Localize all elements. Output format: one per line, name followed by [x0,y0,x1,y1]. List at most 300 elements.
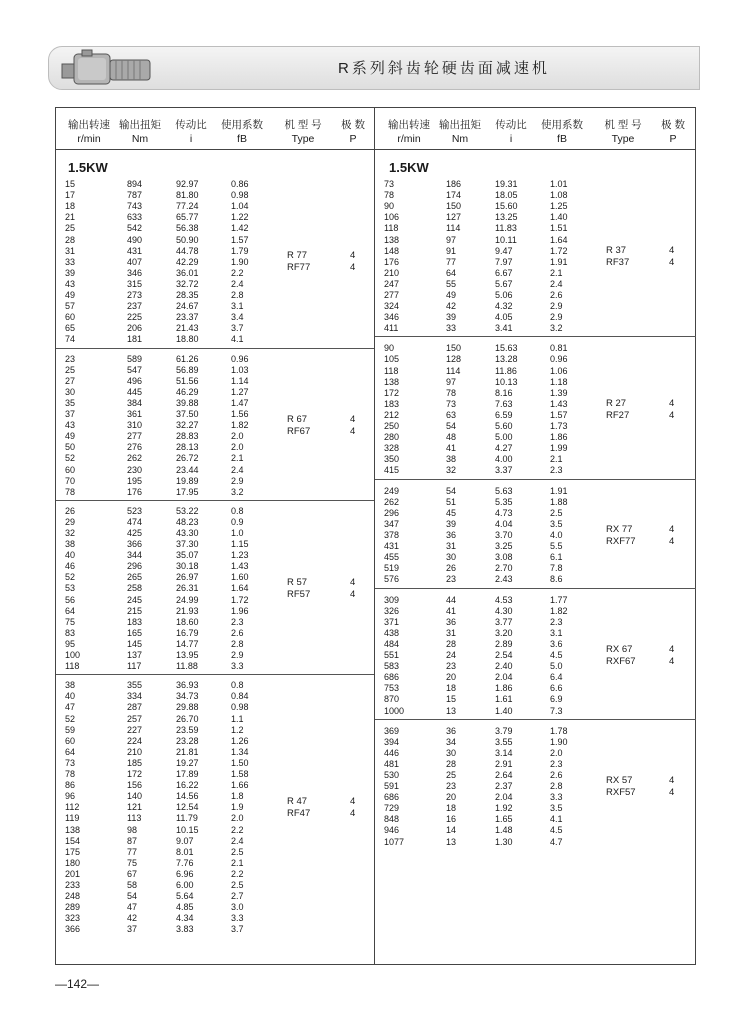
cell-service-factor: 2.0 [550,747,563,758]
cell-ratio: 36.01 [176,267,199,278]
cell-speed: 309 [384,594,400,605]
cell-ratio: 23.59 [176,724,199,735]
model-type: R 27 [606,397,627,409]
cell-ratio: 23.37 [176,312,199,323]
cell-ratio: 3.83 [176,924,194,935]
cell-torque: 54 [446,485,457,496]
cell-speed: 49 [65,290,76,300]
cell-ratio: 5.35 [495,496,513,507]
cell-ratio: 2.04 [495,792,513,803]
cell-torque: 45 [446,507,457,518]
cell-speed: 78 [65,769,76,780]
cell-speed: 90 [384,343,395,354]
cell-torque: 91 [446,245,457,256]
cell-service-factor: 7.3 [550,705,563,716]
cell-torque: 73 [446,398,457,409]
cell-ratio: 81.80 [176,190,199,201]
cell-speed: 172 [384,387,400,398]
group-separator [375,588,696,589]
cell-torque: 20 [446,792,457,803]
cell-speed: 32 [65,527,76,538]
cell-service-factor: 3.2 [231,486,244,497]
cell-service-factor: 1.18 [550,376,568,387]
cell-ratio: 35.07 [176,550,199,561]
cell-ratio: 15.60 [495,201,518,212]
cell-service-factor: 3.4 [231,312,244,323]
cell-service-factor: 1.99 [550,443,568,454]
cell-service-factor: 1.72 [550,245,568,256]
cell-speed: 64 [65,746,76,757]
cell-torque: 176 [127,486,143,497]
cell-torque: 18 [446,803,457,814]
cell-service-factor: 0.8 [231,680,244,691]
cell-service-factor: 3.5 [550,518,563,529]
cell-speed: 180 [65,857,81,868]
cell-ratio: 11.79 [176,813,198,824]
cell-speed: 23 [65,353,76,364]
cell-ratio: 11.86 [495,365,517,376]
cell-torque: 346 [127,267,143,278]
cell-ratio: 14.56 [176,791,199,802]
cell-ratio: 19.89 [176,475,199,486]
cell-ratio: 19.31 [495,179,518,189]
cell-speed: 247 [384,278,400,289]
cell-service-factor: 2.9 [550,312,563,323]
cell-torque: 98 [127,824,138,835]
group-separator [375,336,696,337]
cell-service-factor: 5.0 [550,661,563,672]
cell-ratio: 1.92 [495,803,513,814]
cell-service-factor: 1.91 [550,485,568,496]
cell-ratio: 46.29 [176,386,199,397]
cell-speed: 60 [65,735,76,746]
header-poles-unit: P [349,133,357,145]
cell-speed: 53 [65,583,76,594]
cell-ratio: 19.27 [176,757,199,768]
cell-service-factor: 1.90 [231,256,249,267]
cell-ratio: 6.00 [176,880,194,891]
cell-service-factor: 4.0 [550,529,563,540]
cell-speed: 326 [384,605,400,616]
cell-speed: 729 [384,803,400,814]
cell-torque: 542 [127,223,143,234]
cell-ratio: 5.60 [495,421,513,432]
cell-speed: 29 [65,516,76,527]
cell-torque: 30 [446,747,457,758]
cell-ratio: 8.01 [176,846,194,857]
page-number: —142— [55,977,100,991]
cell-speed: 25 [65,223,76,234]
cell-torque: 18 [446,683,457,694]
cell-ratio: 7.97 [495,256,513,267]
cell-service-factor: 2.6 [550,290,563,300]
cell-service-factor: 2.1 [231,453,244,464]
cell-speed: 40 [65,691,76,702]
header-poles-unit: P [669,133,677,145]
model-type: RF27 [606,409,630,421]
cell-torque: 55 [446,278,457,289]
cell-speed: 75 [65,616,76,627]
cell-torque: 787 [127,190,143,201]
cell-ratio: 3.79 [495,725,513,736]
cell-service-factor: 1.73 [550,421,568,432]
cell-speed: 328 [384,443,400,454]
cell-service-factor: 1.64 [231,583,249,594]
cell-ratio: 26.97 [176,572,199,583]
pole-count: 4 [350,413,356,425]
cell-speed: 530 [384,769,400,780]
pole-count: 4 [669,655,675,667]
cell-torque: 15 [446,694,457,705]
cell-service-factor: 1.57 [231,234,249,245]
cell-speed: 210 [384,267,400,278]
cell-speed: 43 [65,420,76,431]
model-type: RF67 [287,425,311,437]
cell-torque: 215 [127,605,143,616]
cell-ratio: 51.56 [176,375,199,386]
header-service-factor: 使用系数 [221,119,263,131]
cell-torque: 41 [446,605,457,616]
cell-speed: 74 [65,334,76,345]
pole-count: 4 [669,409,675,421]
cell-torque: 366 [127,539,143,550]
cell-ratio: 5.64 [176,891,194,902]
cell-torque: 633 [127,212,143,223]
cell-service-factor: 3.6 [550,638,563,649]
cell-ratio: 1.86 [495,683,513,694]
cell-speed: 176 [384,256,400,267]
cell-speed: 484 [384,638,400,649]
cell-service-factor: 3.1 [550,627,563,638]
pole-count: 4 [350,262,356,274]
cell-ratio: 1.48 [495,825,513,836]
cell-ratio: 6.96 [176,868,194,879]
header-ratio: 传动比 [495,119,527,131]
cell-torque: 894 [127,179,143,189]
cell-service-factor: 2.1 [550,454,563,465]
cell-service-factor: 2.3 [550,616,563,627]
cell-service-factor: 3.3 [231,913,244,924]
cell-ratio: 32.72 [176,278,199,289]
cell-service-factor: 4.1 [550,814,563,825]
cell-service-factor: 2.7 [231,891,244,902]
cell-ratio: 43.30 [176,527,199,538]
cell-ratio: 1.61 [495,694,513,705]
cell-speed: 1077 [384,836,405,847]
cell-torque: 245 [127,594,143,605]
cell-ratio: 23.28 [176,735,199,746]
cell-ratio: 4.30 [495,605,513,616]
cell-service-factor: 1.82 [231,420,249,431]
cell-torque: 36 [446,725,457,736]
cell-speed: 105 [384,354,400,365]
header-torque: 输出扭矩 [119,119,161,131]
cell-ratio: 9.07 [176,835,194,846]
cell-torque: 67 [127,868,138,879]
cell-speed: 40 [65,550,76,561]
cell-service-factor: 3.2 [550,323,563,334]
cell-service-factor: 2.0 [231,813,244,824]
cell-speed: 90 [384,201,395,212]
cell-speed: 686 [384,792,400,803]
cell-torque: 262 [127,453,143,464]
cell-torque: 361 [127,409,143,419]
cell-speed: 212 [384,409,400,420]
cell-service-factor: 1.27 [231,386,249,397]
cell-torque: 296 [127,561,143,572]
cell-speed: 183 [384,398,400,409]
cell-torque: 31 [446,541,457,552]
cell-service-factor: 1.90 [550,736,568,747]
cell-ratio: 29.88 [176,702,199,713]
cell-speed: 49 [65,431,76,442]
cell-speed: 106 [384,212,400,223]
cell-torque: 145 [127,638,143,649]
model-type: R 57 [287,577,308,589]
center-divider [374,108,375,964]
cell-speed: 366 [65,924,81,935]
cell-ratio: 3.37 [495,465,513,476]
cell-service-factor: 1.0 [231,527,244,538]
cell-torque: 547 [127,364,143,375]
cell-service-factor: 4.7 [550,836,563,847]
cell-ratio: 1.30 [495,836,513,847]
cell-ratio: 21.81 [176,746,199,757]
cell-ratio: 61.26 [176,353,199,364]
header-service-factor-unit: fB [557,133,567,145]
cell-torque: 23 [446,661,457,672]
cell-torque: 257 [127,713,143,724]
cell-ratio: 10.13 [495,376,518,387]
cell-torque: 431 [127,245,143,256]
pole-count: 4 [350,589,356,601]
cell-speed: 250 [384,421,400,432]
cell-torque: 23 [446,781,457,792]
cell-ratio: 37.50 [176,409,199,419]
cell-service-factor: 6.1 [550,552,563,563]
cell-ratio: 3.55 [495,736,513,747]
cell-service-factor: 2.6 [231,627,244,638]
pole-count: 4 [669,244,675,256]
cell-service-factor: 1.86 [550,432,568,443]
cell-ratio: 26.72 [176,453,199,464]
cell-torque: 137 [127,650,143,661]
header-type: 机 型 号 [284,119,322,131]
cell-ratio: 4.05 [495,312,513,323]
cell-speed: 21 [65,212,76,223]
cell-torque: 174 [446,190,462,201]
cell-torque: 210 [127,746,143,757]
cell-speed: 415 [384,465,400,476]
cell-torque: 58 [127,880,138,891]
cell-ratio: 65.77 [176,212,199,223]
cell-torque: 114 [446,365,461,376]
cell-ratio: 39.88 [176,397,199,408]
cell-speed: 277 [384,290,400,300]
page-title: R系列斜齿轮硬齿面减速机 [338,60,550,77]
cell-speed: 47 [65,702,76,713]
header-underline [56,149,695,150]
pole-count: 4 [669,256,675,268]
cell-speed: 154 [65,835,81,846]
cell-ratio: 32.27 [176,420,199,431]
cell-torque: 117 [127,661,142,672]
cell-service-factor: 1.22 [231,212,249,223]
cell-speed: 1000 [384,705,405,716]
cell-torque: 37 [127,924,138,935]
cell-ratio: 44.78 [176,245,199,256]
cell-speed: 35 [65,397,76,408]
cell-ratio: 56.38 [176,223,199,234]
cell-torque: 24 [446,650,457,660]
cell-ratio: 48.23 [176,516,199,527]
cell-torque: 445 [127,386,143,397]
cell-speed: 28 [65,234,76,245]
cell-ratio: 2.37 [495,781,513,792]
cell-service-factor: 3.7 [231,924,244,935]
cell-ratio: 7.63 [495,398,513,409]
cell-service-factor: 2.4 [231,278,244,289]
cell-torque: 36 [446,529,457,540]
cell-torque: 315 [127,278,143,289]
cell-torque: 38 [446,454,457,465]
cell-torque: 277 [127,431,143,442]
cell-ratio: 4.73 [495,507,513,518]
cell-ratio: 56.89 [176,364,199,375]
cell-service-factor: 2.4 [231,464,244,475]
cell-torque: 48 [446,432,457,443]
cell-torque: 77 [446,256,457,267]
cell-ratio: 4.00 [495,454,513,465]
cell-ratio: 3.25 [495,541,513,552]
cell-service-factor: 0.96 [550,354,568,365]
header-speed-unit: r/min [77,133,101,145]
cell-speed: 39 [65,267,76,278]
cell-torque: 47 [127,902,138,913]
cell-ratio: 24.67 [176,301,199,312]
cell-service-factor: 1.78 [550,725,568,736]
cell-ratio: 5.00 [495,432,513,443]
cell-service-factor: 1.9 [231,802,244,813]
header-type: 机 型 号 [604,119,642,131]
cell-torque: 36 [446,616,457,627]
cell-ratio: 16.22 [176,780,199,791]
cell-service-factor: 1.06 [550,365,568,376]
cell-service-factor: 2.9 [550,301,563,312]
cell-torque: 39 [446,312,457,323]
cell-torque: 75 [127,857,138,868]
cell-speed: 591 [384,781,400,792]
cell-ratio: 26.31 [176,583,199,594]
cell-service-factor: 1.57 [550,409,568,420]
cell-speed: 95 [65,638,76,649]
cell-torque: 23 [446,574,457,585]
cell-service-factor: 1.56 [231,409,249,419]
cell-speed: 25 [65,364,76,375]
cell-service-factor: 6.6 [550,683,563,694]
cell-torque: 355 [127,680,143,691]
group-separator [375,719,696,720]
cell-torque: 425 [127,527,143,538]
header-ratio-unit: i [509,133,513,145]
cell-speed: 73 [65,757,76,768]
cell-ratio: 12.54 [176,802,199,813]
cell-torque: 51 [446,496,457,507]
cell-torque: 523 [127,505,143,516]
power-label: 1.5KW [68,160,108,175]
cell-torque: 185 [127,757,143,768]
cell-torque: 78 [446,387,457,398]
cell-torque: 150 [446,343,462,354]
cell-torque: 265 [127,572,143,583]
cell-torque: 97 [446,234,457,245]
cell-ratio: 28.83 [176,431,199,442]
model-type: RX 57 [606,774,633,786]
cell-torque: 150 [446,201,462,212]
cell-ratio: 8.16 [495,387,513,398]
cell-ratio: 53.22 [176,505,199,516]
pole-count: 4 [350,807,356,819]
cell-ratio: 2.91 [495,758,513,769]
cell-ratio: 9.47 [495,245,513,256]
cell-torque: 114 [446,223,461,234]
cell-ratio: 3.20 [495,627,513,638]
cell-service-factor: 1.60 [231,572,249,583]
cell-service-factor: 0.81 [550,343,568,354]
cell-torque: 344 [127,550,143,561]
cell-torque: 26 [446,563,457,574]
cell-service-factor: 1.72 [231,594,249,605]
cell-ratio: 42.29 [176,256,199,267]
cell-service-factor: 0.98 [231,702,249,713]
cell-ratio: 28.13 [176,442,199,453]
cell-ratio: 6.67 [495,267,513,278]
cell-service-factor: 1.04 [231,201,249,212]
group-separator [56,348,374,349]
cell-service-factor: 1.64 [550,234,568,245]
gear-motor-image [56,48,156,88]
header-speed-unit: r/min [397,133,421,145]
header-speed: 输出转速 [388,119,430,131]
cell-ratio: 2.40 [495,661,513,672]
cell-ratio: 28.35 [176,290,199,300]
cell-speed: 15 [65,179,76,189]
cell-speed: 18 [65,201,76,212]
cell-service-factor: 1.08 [550,190,568,201]
cell-service-factor: 3.5 [550,803,563,814]
cell-speed: 43 [65,278,76,289]
cell-speed: 119 [65,813,80,824]
cell-speed: 78 [384,190,395,201]
cell-torque: 121 [127,802,143,813]
cell-speed: 583 [384,661,400,672]
cell-speed: 870 [384,694,400,705]
model-type: RF37 [606,256,630,268]
cell-ratio: 4.53 [495,594,513,605]
cell-torque: 237 [127,301,143,312]
cell-torque: 87 [127,835,138,846]
cell-service-factor: 7.8 [550,563,563,574]
cell-service-factor: 2.2 [231,868,244,879]
cell-service-factor: 3.7 [231,323,244,334]
cell-service-factor: 3.1 [231,301,244,312]
header-poles: 极 数 [661,119,685,131]
cell-ratio: 11.83 [495,223,517,234]
cell-torque: 128 [446,354,462,365]
cell-torque: 113 [127,813,142,824]
cell-service-factor: 1.40 [550,212,568,223]
cell-speed: 446 [384,747,400,758]
